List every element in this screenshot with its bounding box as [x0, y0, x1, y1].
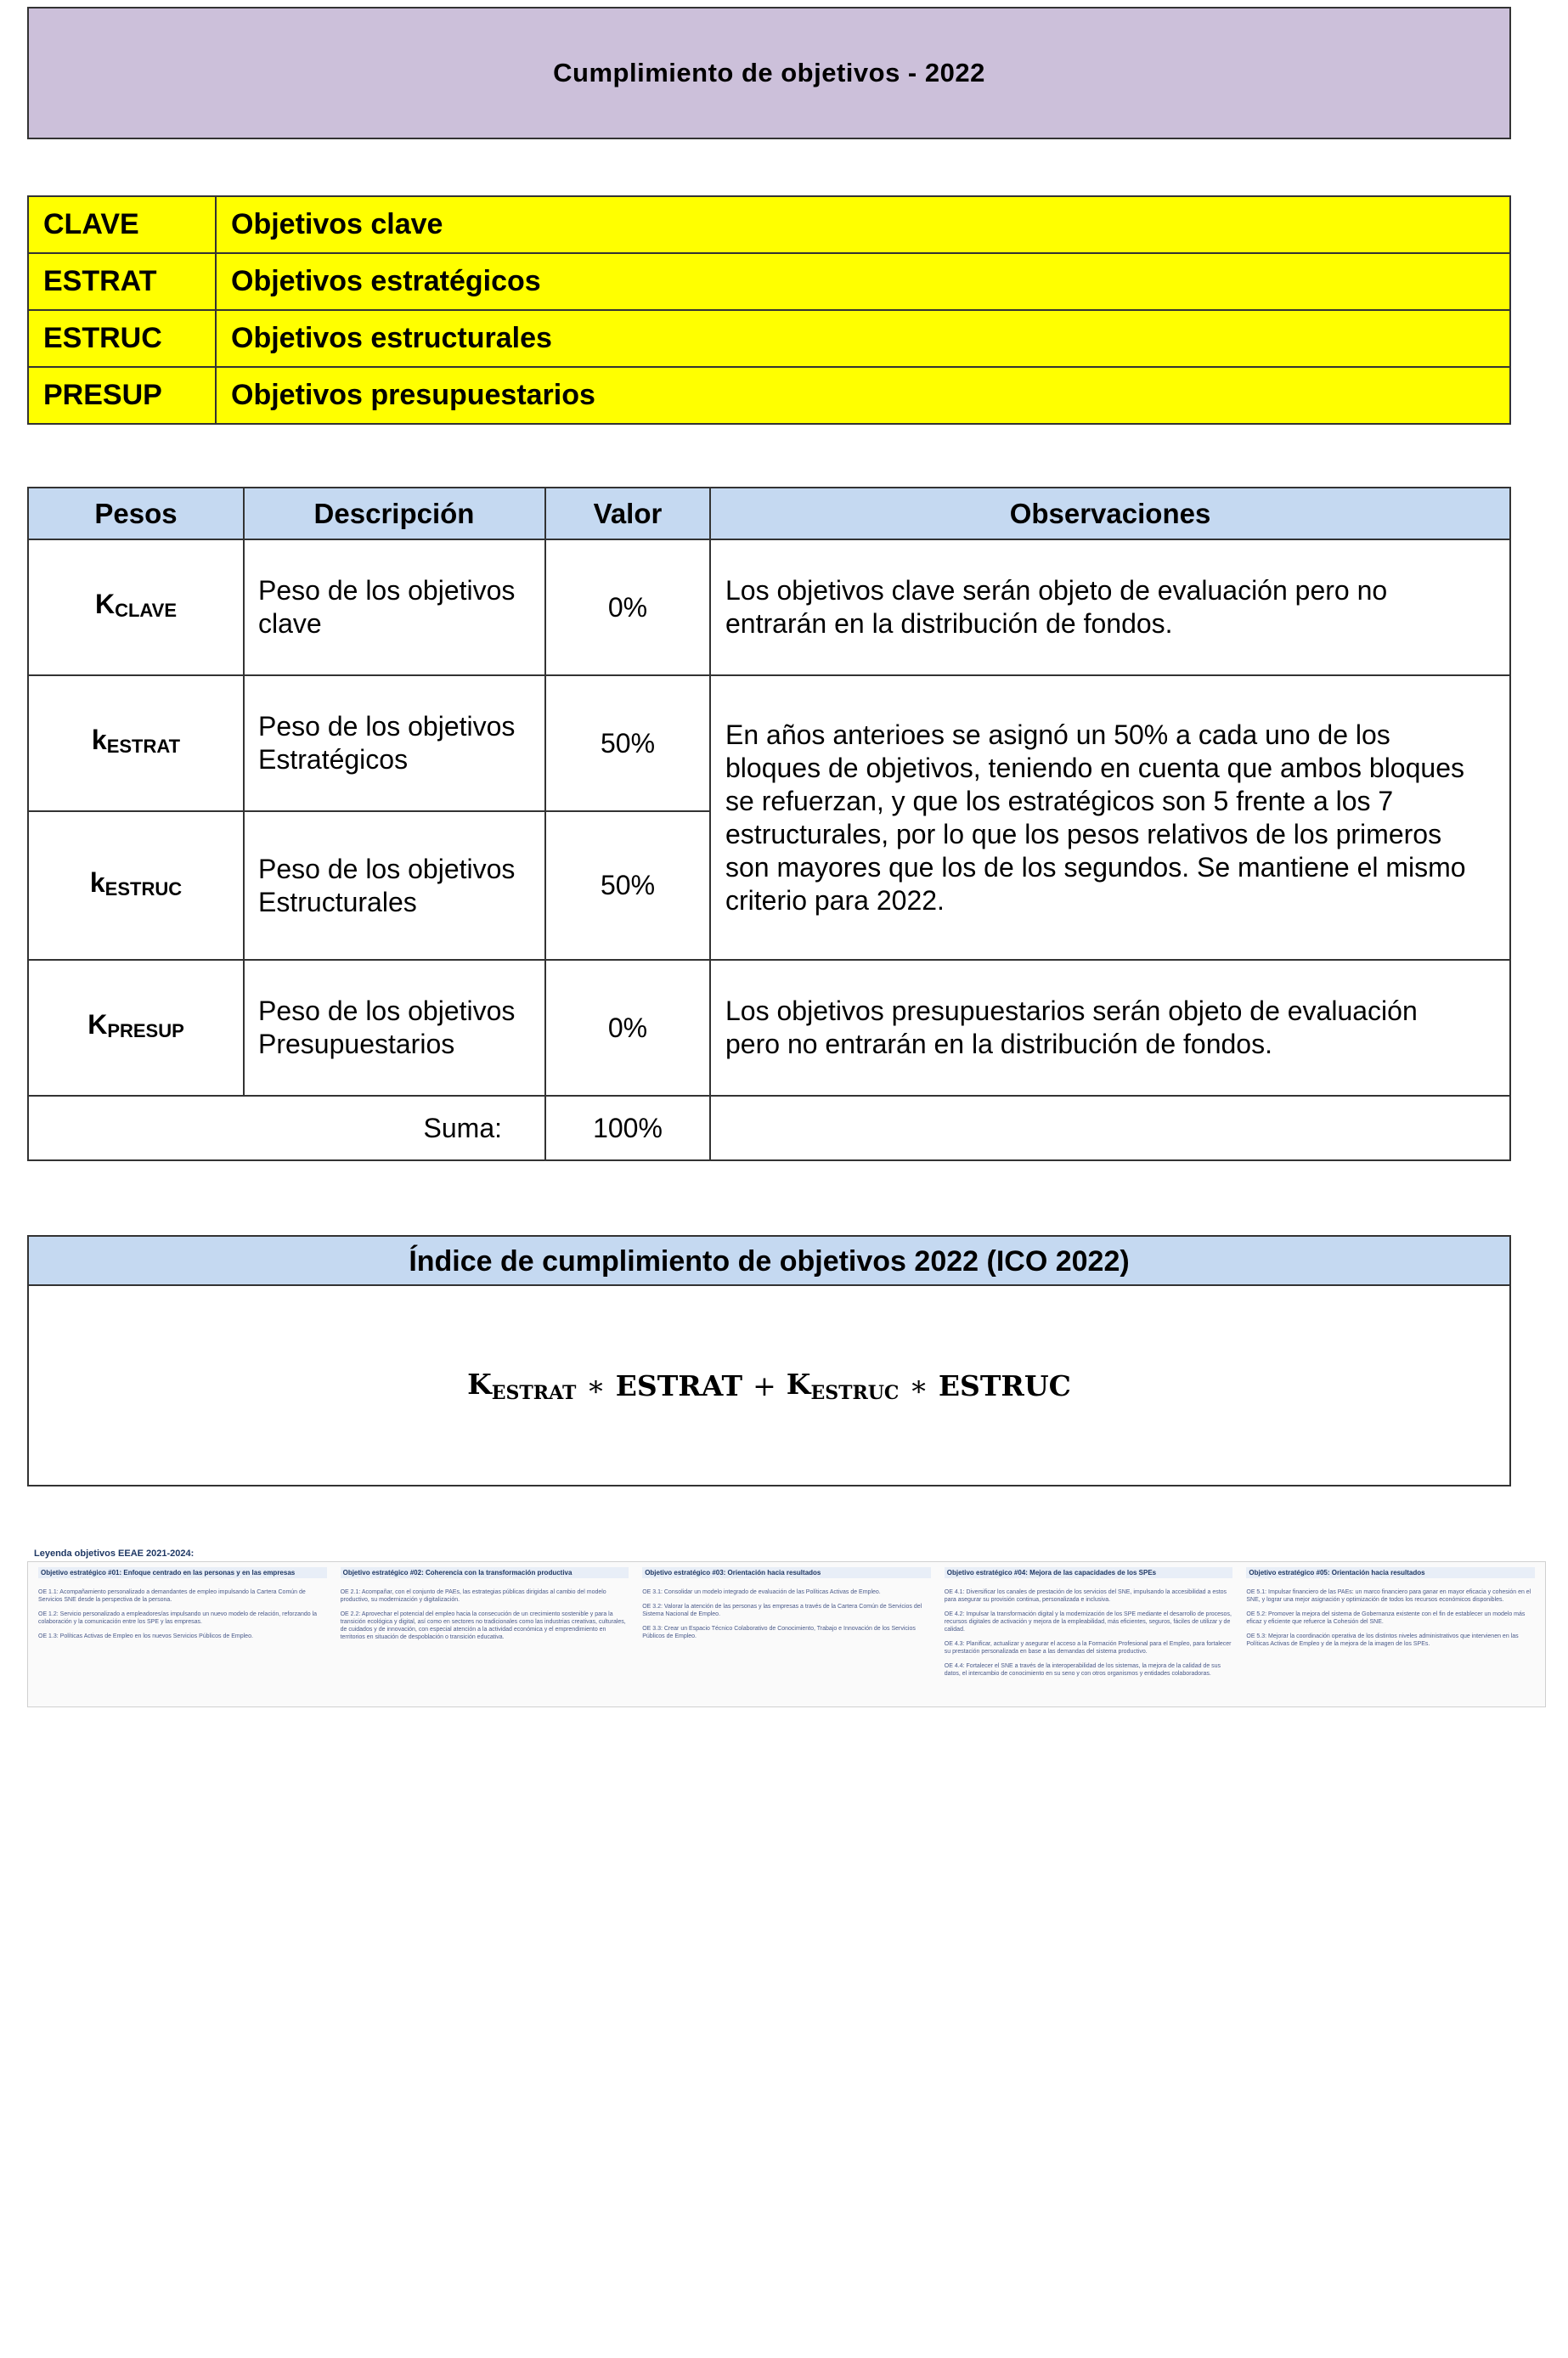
weight-row-clave [28, 539, 1510, 675]
eeae-item: OE 5.3: Mejorar la coordinación operativa de los distintos niveles administrativos que intervienen en las Políticas Activas de Empleo y de la mejora de la imagen de los SPEs. [1246, 1633, 1519, 1647]
formula-k-estruc: $K_{ESTRUC}$ [786, 1367, 900, 1404]
eeae-column [635, 1567, 938, 1706]
eeae-column-title: Objetivo estratégico #02: Coherencia con la transformación productiva [341, 1567, 629, 1578]
formula-multiply: ∗ [909, 1368, 928, 1402]
formula-estrat: ESTRAT [615, 1368, 743, 1402]
objectives-legend-table [27, 195, 1511, 425]
legend-label: Objetivos estratégicos [216, 253, 1510, 310]
weight-key: $k_{ESTRUC}$ [28, 811, 244, 960]
ico-formula [27, 1284, 1511, 1486]
weight-observation: Los objetivos clave serán objeto de evaluación pero no entrarán en la distribución de fondos. [710, 539, 1510, 675]
eeae-column [938, 1567, 1240, 1706]
eeae-column [334, 1567, 636, 1706]
legend-label: Objetivos presupuestarios [216, 367, 1510, 424]
eeae-column-title: Objetivo estratégico #05: Orientación hacia resultados [1246, 1567, 1535, 1578]
eeae-column [31, 1567, 334, 1706]
eeae-column [1239, 1567, 1542, 1706]
eeae-item: OE 4.1: Diversificar los canales de prestación de los servicios del SNE, impulsando la accesibilidad a estos para asegurar su provisión continua, personalizada e inclusiva. [944, 1589, 1227, 1603]
formula-estruc: ESTRUC [938, 1368, 1071, 1402]
eeae-item: OE 1.2: Servicio personalizado a empleadores/as impulsando un nuevo modelo de relación, reforzando la colaboración y la comunicación entre los SPE y las empresas. [38, 1611, 318, 1625]
weight-observation: En años anterioes se asignó un 50% a cada uno de los bloques de objetivos, teniendo en cuenta que ambos bloques se refuerzan, y que los estratégicos son 5 frente a los 7 estructurales, por lo que los pesos relativos de los primeros son mayores que los de los segundos. Se mantiene el mismo criterio para 2022. [710, 675, 1510, 960]
sum-value: 100% [545, 1096, 710, 1160]
sum-observation [710, 1096, 1510, 1160]
eeae-item: OE 3.3: Crear un Espacio Técnico Colaborativo de Conocimiento, Trabajo e Innovación de los Servicios Públicos de Empleo. [642, 1626, 916, 1639]
formula-k-estrat: $K_{ESTRAT}$ [467, 1367, 577, 1404]
eeae-item: OE 1.3: Políticas Activas de Empleo en los nuevos Servicios Públicos de Empleo. [38, 1633, 253, 1639]
weights-header-row [28, 488, 1510, 539]
eeae-legend [27, 1561, 1546, 1707]
eeae-item: OE 1.1: Acompañamiento personalizado a demandantes de empleo impulsando la Cartera Común de Servicios SNE desde la perspectiva de la persona. [38, 1589, 306, 1603]
header-valor: Valor [545, 488, 710, 539]
eeae-item: OE 4.3: Planificar, actualizar y asegurar el acceso a la Formación Profesional para el Empleo, para fortalecer su prestación personalizada en base a las demandas del sistema productivo. [944, 1641, 1232, 1655]
legend-row [28, 310, 1510, 367]
formula-plus: + [753, 1368, 776, 1402]
weight-observation: Los objetivos presupuestarios serán objeto de evaluación pero no entrarán en la distribución de fondos. [710, 960, 1510, 1096]
weight-key: $K_{PRESUP}$ [28, 960, 244, 1096]
eeae-item: OE 5.1: Impulsar financiero de las PAEs: un marco financiero para ganar en mayor eficacia y cohesión en el SNE, y lograr una mejor asignación y optimización de todos los recursos económicos disponibles. [1246, 1589, 1531, 1603]
page-title: Cumplimiento de objetivos - 2022 [27, 7, 1511, 139]
eeae-item: OE 4.4: Fortalecer el SNE a través de la interoperabilidad de los sistemas, la mejora de la calidad de sus datos, el intercambio de conocimiento en su seno y con otros organismos y entidades colaboradoras. [944, 1663, 1221, 1677]
legend-row [28, 196, 1510, 253]
eeae-item: OE 3.2: Valorar la atención de las personas y las empresas a través de la Cartera Común de Servicios del Sistema Nacional de Empleo. [642, 1604, 922, 1617]
weight-value: 0% [545, 539, 710, 675]
eeae-column-title: Objetivo estratégico #03: Orientación hacia resultados [642, 1567, 931, 1578]
weight-description: Peso de los objetivos Presupuestarios [244, 960, 545, 1096]
eeae-item: OE 2.1: Acompañar, con el conjunto de PAEs, las estrategias públicas dirigidas al cambio del modelo productivo, su modernización y digitalización. [340, 1589, 606, 1603]
weight-row-presup [28, 960, 1510, 1096]
header-pesos: Pesos [28, 488, 244, 539]
weight-description: Peso de los objetivos Estructurales [244, 811, 545, 960]
weights-table [27, 487, 1511, 1161]
sum-label: Suma: [28, 1096, 545, 1160]
eeae-item: OE 3.1: Consolidar un modelo integrado de evaluación de las Políticas Activas de Empleo. [642, 1589, 881, 1595]
legend-label: Objetivos clave [216, 196, 1510, 253]
legend-code: ESTRAT [28, 253, 216, 310]
header-descripcion: Descripción [244, 488, 545, 539]
eeae-column-title: Objetivo estratégico #01: Enfoque centrado en las personas y en las empresas [38, 1567, 327, 1578]
weight-row-estrat [28, 675, 1510, 811]
legend-code: CLAVE [28, 196, 216, 253]
header-observaciones: Observaciones [710, 488, 1510, 539]
eeae-legend-title: Leyenda objetivos EEAE 2021-2024: [34, 1548, 195, 1559]
weight-sum-row [28, 1096, 1510, 1160]
ico-title: Índice de cumplimiento de objetivos 2022 (ICO 2022) [27, 1235, 1511, 1286]
eeae-item: OE 2.2: Aprovechar el potencial del empleo hacia la consecución de un crecimiento sostenible y para la transición ecológica y digital, así como en sectores no tradicionales como las industrias creativas, culturales, de cuidados y de innovación, con especial atención a la actividad económica y el emprendimiento en territorios en situación de despoblación o transición educativa. [340, 1611, 626, 1640]
weight-description: Peso de los objetivos clave [244, 539, 545, 675]
legend-code: ESTRUC [28, 310, 216, 367]
weight-value: 0% [545, 960, 710, 1096]
weight-key: $k_{ESTRAT}$ [28, 675, 244, 811]
legend-row [28, 367, 1510, 424]
legend-label: Objetivos estructurales [216, 310, 1510, 367]
weight-description: Peso de los objetivos Estratégicos [244, 675, 545, 811]
eeae-column-title: Objetivo estratégico #04: Mejora de las capacidades de los SPEs [945, 1567, 1233, 1578]
eeae-item: OE 4.2: Impulsar la transformación digital y la modernización de los SPE mediante el desarrollo de procesos, recursos digitales de activación y mejora de la empleabilidad, más eficientes, seguros, fáciles de utilizar y de calidad. [944, 1611, 1232, 1633]
legend-code: PRESUP [28, 367, 216, 424]
weight-key: $K_{CLAVE}$ [28, 539, 244, 675]
formula-multiply: ∗ [586, 1368, 606, 1402]
weight-value: 50% [545, 675, 710, 811]
weight-value: 50% [545, 811, 710, 960]
legend-row [28, 253, 1510, 310]
eeae-item: OE 5.2: Promover la mejora del sistema de Gobernanza existente con el fin de establecer un modelo más eficaz y eficiente que refuerce la Cohesión del SNE. [1246, 1611, 1526, 1625]
